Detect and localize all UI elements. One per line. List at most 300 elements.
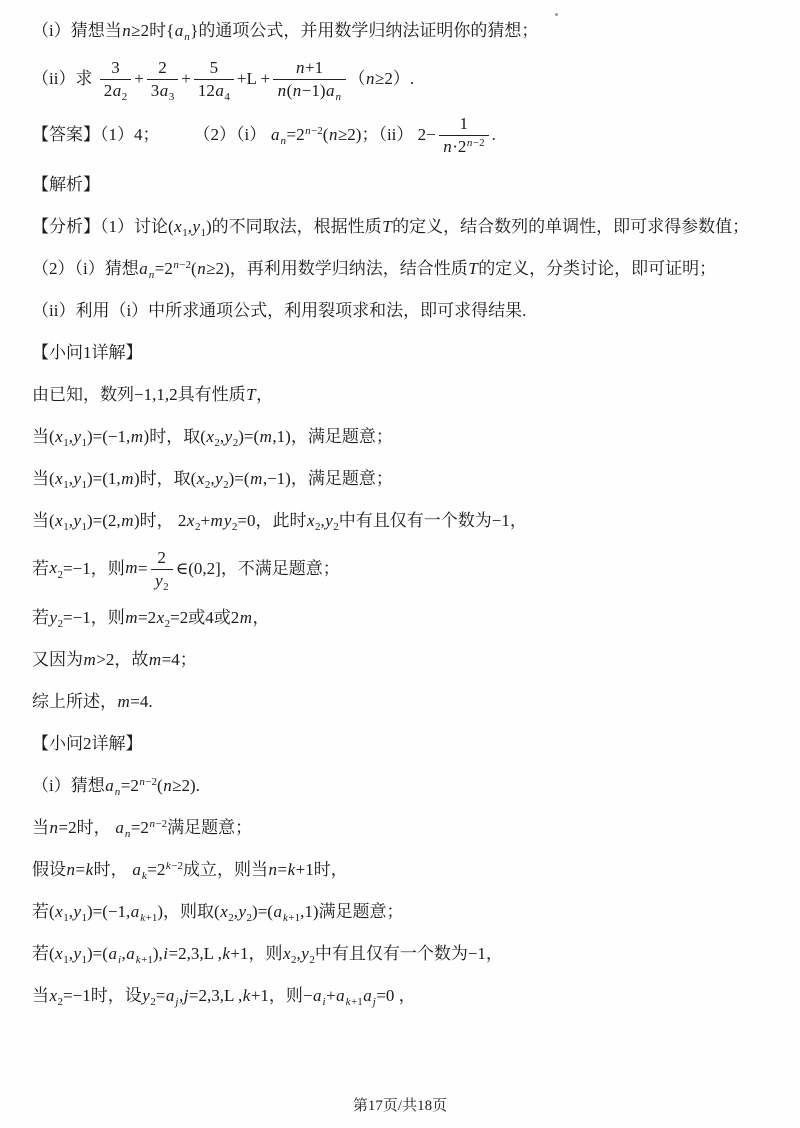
- text-run: −2: [155, 818, 168, 831]
- math-variable: m: [83, 650, 96, 670]
- subscript: [135, 954, 153, 966]
- fraction-numerator: [439, 114, 489, 135]
- text-run: +: [134, 68, 144, 88]
- subscript: 1: [200, 226, 207, 239]
- subscript: 2: [150, 996, 156, 1009]
- text-run: >2，故: [96, 650, 149, 670]
- math-variable: a: [270, 124, 280, 144]
- math-variable: a: [215, 81, 224, 101]
- math-variable: n: [124, 828, 131, 841]
- doc-line-base-case: [32, 813, 772, 843]
- math-variable: n: [292, 81, 302, 101]
- math-variable: x: [306, 510, 315, 530]
- math-variable: k: [222, 944, 230, 964]
- math-variable: n: [149, 818, 155, 831]
- text-run: +1时，: [295, 860, 348, 880]
- math-variable: n: [366, 68, 375, 88]
- math-variable: n: [163, 776, 172, 796]
- text-run: =4；: [161, 650, 197, 670]
- text-run: =: [138, 558, 148, 578]
- subscript: [140, 912, 158, 924]
- subscript: 2: [204, 478, 211, 491]
- math-variable: x: [283, 944, 291, 964]
- math-variable: y: [73, 902, 82, 922]
- subscript: 2: [214, 436, 220, 449]
- text-run: )的不同取法，根据性质: [206, 216, 382, 236]
- text-run: }: [190, 21, 199, 40]
- doc-line-q-part-ii: [32, 58, 772, 102]
- math-variable: x: [156, 608, 165, 628]
- math-variable: a: [105, 776, 114, 796]
- math-variable: a: [174, 21, 184, 40]
- text-run: =2或4或2: [170, 608, 240, 628]
- text-run: 满足题意；: [167, 818, 253, 838]
- math-variable: n: [184, 31, 190, 43]
- text-run: 成立，则当: [182, 860, 268, 880]
- math-variable: y: [224, 426, 233, 446]
- fraction-numerator: [151, 548, 173, 569]
- math-variable: T: [382, 216, 392, 236]
- math-variable: y: [49, 608, 58, 628]
- text-run: ,1)满足题意；: [300, 902, 404, 922]
- subscript: 2: [194, 520, 201, 533]
- math-variable: m: [210, 510, 223, 530]
- doc-line-detail1-header: [32, 338, 772, 368]
- math-variable: T: [246, 384, 256, 404]
- math-variable: x: [49, 986, 58, 1006]
- text-run: 中有且仅有一个数为−1，: [338, 510, 527, 530]
- doc-line-case3-x2: [32, 548, 772, 592]
- text-run: +1: [288, 912, 301, 925]
- text-run: =−1时，设: [63, 986, 142, 1006]
- text-run: 1: [459, 113, 468, 133]
- text-run: 当(: [32, 468, 55, 488]
- subscript: 1: [81, 436, 88, 449]
- text-run: 12: [197, 81, 215, 101]
- math-variable: a: [112, 81, 122, 101]
- text-run: ,: [68, 468, 73, 488]
- text-run: ),: [152, 944, 163, 964]
- text-run: 假设: [32, 860, 66, 880]
- text-run: （ii）利用（i）中所求通项公式，利用裂项求和法，即可求得结果.: [32, 300, 527, 320]
- fraction-denominator: [151, 569, 173, 591]
- doc-line-detail2-header: [32, 729, 772, 759]
- doc-line-induction-x2: [32, 981, 772, 1011]
- math-variable: x: [55, 902, 63, 922]
- text-run: =2,3,L ,: [168, 944, 222, 964]
- text-run: ≥2).: [172, 776, 200, 796]
- doc-line-case3-y2: [32, 603, 772, 633]
- math-variable: y: [73, 510, 82, 530]
- math-variable: x: [174, 216, 182, 236]
- text-run: 5: [209, 58, 219, 77]
- doc-line-case2: [32, 464, 772, 494]
- math-variable: y: [155, 570, 163, 590]
- text-run: −2: [145, 776, 158, 789]
- fraction-denominator: [194, 79, 234, 104]
- superscript: [173, 259, 191, 271]
- math-variable: k: [85, 860, 94, 880]
- text-run: ，: [256, 384, 274, 404]
- text-run: 若(: [32, 902, 55, 922]
- doc-line-answer: [32, 114, 772, 158]
- fraction-denominator: [439, 135, 489, 157]
- math-variable: n: [49, 818, 58, 838]
- text-run: =2: [130, 818, 149, 838]
- fraction: [194, 58, 234, 102]
- text-run: 若: [32, 608, 49, 628]
- text-run: ,: [187, 216, 192, 236]
- text-run: +1: [351, 996, 363, 1009]
- subscript: 2: [223, 478, 229, 491]
- math-variable: k: [242, 986, 251, 1006]
- math-variable: n: [295, 58, 305, 77]
- text-run: (: [157, 776, 163, 796]
- math-variable: n: [139, 776, 145, 789]
- math-variable: n: [114, 786, 121, 799]
- fraction: [100, 58, 132, 102]
- text-run: 【解析】: [32, 174, 100, 194]
- text-run: ,: [68, 426, 73, 446]
- doc-line-fenxi: [32, 212, 772, 242]
- text-run: )，则取(: [157, 902, 220, 922]
- text-run: )=(: [238, 426, 260, 446]
- text-run: =2: [286, 124, 305, 144]
- math-variable: a: [159, 81, 169, 101]
- text-run: )时，取(: [143, 426, 206, 446]
- superscript: [466, 137, 484, 149]
- fraction: [273, 58, 345, 102]
- subscript: 2: [309, 954, 315, 967]
- math-variable: y: [325, 510, 333, 530]
- math-variable: a: [132, 860, 141, 880]
- math-variable: m: [125, 608, 138, 628]
- subscript: 2: [163, 580, 169, 593]
- text-run: =2时，: [58, 818, 115, 838]
- subscript: 1: [182, 226, 188, 239]
- math-variable: n: [173, 258, 179, 271]
- text-run: +1，则−: [250, 986, 313, 1006]
- math-variable: a: [336, 986, 345, 1006]
- math-variable: n: [122, 21, 131, 40]
- text-run: （i）猜想: [32, 776, 105, 796]
- text-run: 【小问1详解】: [32, 342, 143, 362]
- math-variable: y: [238, 902, 247, 922]
- math-variable: a: [126, 944, 135, 964]
- text-run: +: [181, 68, 191, 88]
- math-variable: k: [345, 996, 351, 1009]
- subscript: 1: [81, 478, 88, 491]
- subscript: 1: [81, 954, 88, 967]
- math-variable: x: [55, 510, 63, 530]
- subscript: 1: [63, 478, 69, 491]
- math-variable: n: [148, 268, 155, 281]
- text-run: +L +: [236, 68, 271, 88]
- text-run: 【答案】（1）4； （2）（i）: [32, 124, 271, 144]
- text-run: 综上所述，: [32, 692, 117, 712]
- subscript: 4: [224, 91, 230, 104]
- text-run: ≥2)，再利用数学归纳法，结合性质: [206, 258, 468, 278]
- math-variable: y: [73, 426, 82, 446]
- math-variable: a: [273, 902, 282, 922]
- math-variable: a: [108, 944, 117, 964]
- text-run: =: [155, 986, 166, 1006]
- fraction-numerator: [273, 58, 345, 79]
- text-run: =: [277, 860, 288, 880]
- math-variable: n: [277, 81, 287, 101]
- math-variable: T: [468, 258, 478, 278]
- text-run: （: [348, 68, 366, 88]
- subscript: 2: [315, 520, 321, 533]
- text-run: ·2: [452, 137, 467, 157]
- subscript: 2: [232, 436, 239, 449]
- math-variable: y: [73, 944, 82, 964]
- doc-line-fenxi-2i: [32, 254, 772, 284]
- fraction-numerator: [194, 58, 234, 79]
- superscript: [139, 776, 157, 788]
- doc-line-case1: [32, 422, 772, 452]
- math-variable: m: [148, 650, 162, 670]
- text-run: 若: [32, 558, 49, 578]
- text-run: ，: [252, 608, 270, 628]
- text-run: (: [322, 124, 329, 144]
- math-variable: x: [55, 468, 63, 488]
- subscript: 2: [231, 520, 238, 533]
- page-footer: [0, 1094, 800, 1115]
- text-run: 2: [157, 547, 166, 567]
- text-run: =0，此时: [237, 510, 307, 530]
- text-run: ,1)，满足题意；: [272, 426, 393, 446]
- text-run: （2）（i）猜想: [32, 258, 139, 278]
- fraction: [147, 58, 179, 102]
- doc-line-detail1-known: [32, 380, 772, 410]
- math-variable: k: [287, 860, 296, 880]
- doc-line-case3: [32, 506, 772, 536]
- subscript: 3: [168, 91, 175, 104]
- subscript: 2: [57, 568, 64, 581]
- text-run: ≥2)；（ii） 2−: [337, 124, 436, 144]
- math-variable: m: [121, 468, 134, 488]
- text-run: (: [191, 258, 197, 278]
- text-run: 的通项公式，并用数学归纳法证明你的猜想；: [198, 21, 539, 40]
- subscript: 2: [333, 520, 339, 533]
- text-run: 若(: [32, 944, 55, 964]
- text-run: −2: [171, 860, 183, 873]
- math-variable: j: [372, 996, 376, 1009]
- math-variable: y: [215, 468, 223, 488]
- subscript: [345, 996, 363, 1008]
- text-run: ,−1)，满足题意；: [262, 468, 393, 488]
- text-run: +1: [145, 912, 158, 925]
- math-variable: x: [49, 558, 58, 578]
- doc-line-jiexi-header: [32, 170, 772, 200]
- text-run: −1): [301, 81, 326, 101]
- text-run: (: [286, 81, 293, 101]
- text-run: ≥2）.: [375, 68, 415, 88]
- text-run: )时， 2: [133, 510, 187, 530]
- text-run: +: [200, 510, 211, 530]
- math-variable: x: [55, 944, 63, 964]
- math-variable: j: [183, 986, 189, 1006]
- document-content: [32, 16, 772, 1023]
- doc-line-guess: [32, 771, 772, 801]
- text-run: )=(2,: [87, 510, 121, 530]
- text-run: =4.: [130, 692, 153, 712]
- math-variable: n: [66, 860, 75, 880]
- text-run: ,: [68, 510, 73, 530]
- text-run: 3: [111, 58, 120, 77]
- text-run: 的定义，结合数列的单调性，即可求得参数值；: [392, 216, 750, 236]
- text-run: )=(: [87, 944, 108, 964]
- subscript: 2: [57, 618, 64, 631]
- text-run: ,: [178, 986, 184, 1006]
- math-variable: y: [223, 510, 232, 530]
- math-variable: n: [466, 137, 473, 150]
- text-run: ∈(0,2]，不满足题意；: [175, 558, 340, 578]
- text-run: )=(1,: [87, 468, 121, 488]
- math-variable: x: [220, 902, 228, 922]
- text-run: )=(: [228, 468, 250, 488]
- text-run: 当(: [32, 426, 55, 446]
- text-run: =2: [138, 608, 157, 628]
- math-variable: x: [55, 426, 63, 446]
- subscript: 1: [81, 520, 88, 533]
- math-variable: x: [206, 426, 214, 446]
- subscript: 2: [246, 912, 253, 925]
- math-variable: i: [163, 944, 169, 964]
- text-run: ,: [210, 468, 215, 488]
- math-variable: a: [130, 902, 140, 922]
- text-run: 当: [32, 986, 49, 1006]
- subscript: 2: [228, 912, 234, 925]
- text-run: +1: [304, 58, 324, 77]
- text-run: ,: [68, 944, 73, 964]
- math-variable: n: [268, 860, 277, 880]
- text-run: ,: [68, 902, 73, 922]
- subscript: 1: [63, 436, 69, 449]
- doc-line-since-m: [32, 645, 772, 675]
- math-variable: a: [139, 258, 148, 278]
- fraction-denominator: [273, 79, 345, 104]
- math-variable: y: [73, 468, 82, 488]
- text-run: +1，则: [230, 944, 283, 964]
- superscript: [165, 860, 183, 872]
- math-variable: j: [175, 996, 179, 1009]
- math-variable: k: [135, 954, 141, 967]
- doc-line-induction-case2: [32, 939, 772, 969]
- fraction: [439, 114, 489, 158]
- math-variable: i: [322, 996, 326, 1009]
- subscript: 2: [121, 91, 128, 104]
- text-run: −2: [311, 124, 323, 137]
- text-run: 【小问2详解】: [32, 734, 143, 754]
- subscript: 1: [63, 912, 69, 925]
- text-run: 时，: [93, 860, 132, 880]
- text-run: )=(−1,: [87, 426, 131, 446]
- doc-line-conclusion1: [32, 687, 772, 717]
- math-variable: k: [282, 912, 288, 925]
- text-run: 2: [103, 81, 113, 101]
- text-run: 中有且仅有一个数为−1，: [314, 944, 503, 964]
- text-run: )=(−1,: [87, 902, 131, 922]
- text-run: ,: [320, 510, 325, 530]
- text-run: +: [326, 986, 336, 1006]
- math-variable: y: [301, 944, 309, 964]
- text-run: )=(: [252, 902, 273, 922]
- text-run: −2: [179, 258, 192, 271]
- text-run: =−1，则: [63, 608, 125, 628]
- subscript: 2: [57, 996, 64, 1009]
- math-variable: a: [326, 81, 335, 101]
- text-run: =: [75, 860, 86, 880]
- math-variable: n: [305, 124, 311, 137]
- text-run: .: [491, 124, 496, 144]
- text-run: =2: [147, 860, 166, 880]
- math-variable: y: [192, 216, 201, 236]
- math-variable: k: [140, 912, 146, 925]
- subscript: [335, 91, 342, 103]
- subscript: [282, 912, 300, 924]
- text-run: 当: [32, 818, 49, 838]
- doc-line-q-part-i: [32, 16, 772, 46]
- text-run: =2,3,L ,: [188, 986, 243, 1006]
- math-variable: m: [125, 558, 138, 578]
- text-run: )时，取(: [133, 468, 197, 488]
- text-run: ≥2时: [131, 21, 167, 40]
- math-variable: x: [196, 468, 205, 488]
- subscript: 1: [81, 912, 88, 925]
- math-variable: m: [259, 426, 272, 446]
- text-run: ,: [121, 944, 126, 964]
- text-run: 当(: [32, 510, 55, 530]
- text-run: −2: [472, 137, 485, 150]
- math-variable: m: [250, 468, 263, 488]
- text-run: +1: [141, 954, 153, 967]
- fraction-numerator: [147, 58, 179, 79]
- doc-line-induction-case1: [32, 897, 772, 927]
- math-variable: m: [130, 426, 144, 446]
- text-run: ,: [233, 902, 238, 922]
- subscript: 1: [63, 520, 69, 533]
- math-variable: i: [117, 954, 121, 967]
- math-variable: n: [328, 124, 338, 144]
- math-variable: n: [197, 258, 206, 278]
- text-run: =2: [154, 258, 173, 278]
- doc-line-fenxi-2ii: [32, 296, 772, 326]
- text-run: 由已知，数列−1,1,2具有性质: [32, 384, 246, 404]
- text-run: ,: [296, 944, 301, 964]
- math-variable: a: [165, 986, 175, 1006]
- text-run: （i）猜想当: [32, 21, 122, 40]
- math-variable: a: [313, 986, 322, 1006]
- fraction-denominator: [100, 79, 132, 104]
- text-run: =−1，则: [63, 558, 125, 578]
- superscript: [305, 125, 323, 137]
- superscript: [149, 818, 167, 830]
- math-variable: n: [335, 91, 341, 104]
- subscript: 1: [63, 954, 69, 967]
- math-variable: k: [141, 870, 147, 883]
- math-variable: a: [115, 818, 124, 838]
- text-run: 3: [150, 81, 160, 101]
- math-variable: m: [239, 608, 253, 628]
- math-variable: y: [142, 986, 150, 1006]
- text-run: =0 ，: [376, 986, 416, 1006]
- subscript: 2: [291, 954, 297, 967]
- text-run: {: [166, 21, 175, 40]
- math-variable: x: [186, 510, 195, 530]
- subscript: 2: [164, 618, 171, 631]
